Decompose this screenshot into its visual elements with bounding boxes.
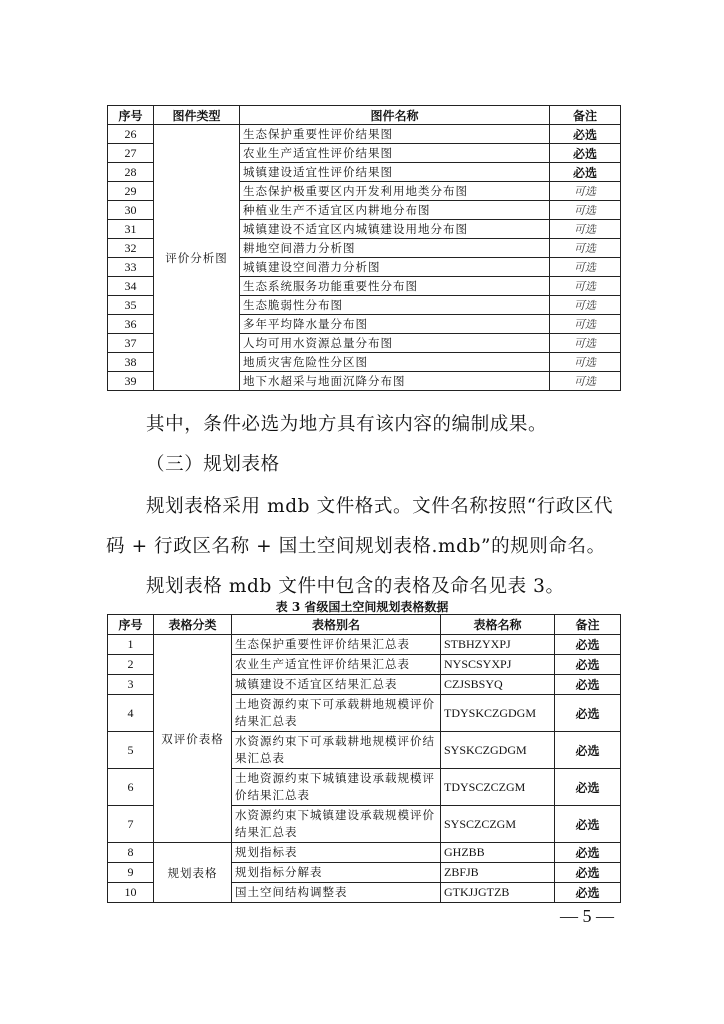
table-note: 必选 [555,655,621,675]
body-paragraph: 规划表格采用 mdb 文件格式。文件名称按照“行政区代 [146,496,614,517]
table-alias: 规划指标分解表 [232,863,441,883]
row-no: 28 [108,163,154,182]
row-no: 4 [108,695,154,732]
alias-line: 结果汇总表 [235,825,298,839]
figure-category: 评价分析图 [154,125,240,391]
figure-name: 地下水超采与地面沉降分布图 [240,372,550,391]
row-no: 39 [108,372,154,391]
table-alias [232,695,441,732]
figure-name: 农业生产适宜性评价结果图 [240,144,550,163]
header-no: 序号 [108,106,154,125]
figure-note: 可选 [550,258,621,277]
table-note: 必选 [555,695,621,732]
table-code: GHZBB [441,843,555,863]
row-no: 1 [108,635,154,655]
alias-line: 水资源约束下城镇建设承载规模评价 [235,808,435,822]
figure-note: 可选 [550,353,621,372]
figure-note: 必选 [550,125,621,144]
table-category: 规划表格 [154,843,232,903]
table-alias [232,732,441,769]
alias-line: 价结果汇总表 [235,788,310,802]
figure-note: 可选 [550,277,621,296]
row-no: 6 [108,769,154,806]
table-note: 必选 [555,675,621,695]
table-row [108,125,621,144]
table-alias: 生态保护重要性评价结果汇总表 [232,635,441,655]
table-code: TDYSCZCZGM [441,769,555,806]
table-caption: 表 3 省级国土空间规划表格数据 [275,600,449,614]
row-no: 33 [108,258,154,277]
table-alias [232,769,441,806]
figure-name: 耕地空间潜力分析图 [240,239,550,258]
figure-name: 生态保护极重要区内开发利用地类分布图 [240,182,550,201]
row-no: 34 [108,277,154,296]
header-table-name: 表格名称 [441,615,555,635]
row-no: 3 [108,675,154,695]
table-note: 必选 [555,769,621,806]
table-note: 必选 [555,732,621,769]
table-alias: 规划指标表 [232,843,441,863]
alias-line: 水资源约束下可承载耕地规模评价结 [235,734,435,748]
table-code: STBHZYXPJ [441,635,555,655]
table-alias: 城镇建设不适宜区结果汇总表 [232,675,441,695]
row-no: 36 [108,315,154,334]
table-alias: 农业生产适宜性评价结果汇总表 [232,655,441,675]
table-note: 必选 [555,883,621,903]
figure-name: 城镇建设空间潜力分析图 [240,258,550,277]
alias-line: 土地资源约束下可承载耕地规模评价 [235,697,435,711]
row-no: 26 [108,125,154,144]
figure-note: 可选 [550,182,621,201]
table-note: 必选 [555,843,621,863]
table-alias [232,806,441,843]
alias-line: 结果汇总表 [235,714,298,728]
figure-name: 种植业生产不适宜区内耕地分布图 [240,201,550,220]
header-category: 表格分类 [154,615,232,635]
table-code: SYSKCZGDGM [441,732,555,769]
figure-name: 地质灾害危险性分区图 [240,353,550,372]
table-code: GTKJJGTZB [441,883,555,903]
row-no: 9 [108,863,154,883]
row-no: 31 [108,220,154,239]
row-no: 32 [108,239,154,258]
section-heading: （三）规划表格 [146,454,280,475]
table-row [108,843,621,863]
figure-list-table [107,105,621,391]
table-code: CZJSBSYQ [441,675,555,695]
table-note: 必选 [555,635,621,655]
table-note: 必选 [555,806,621,843]
table-code: NYSCSYXPJ [441,655,555,675]
figure-name: 多年平均降水量分布图 [240,315,550,334]
row-no: 5 [108,732,154,769]
row-no: 8 [108,843,154,863]
table-row [108,635,621,655]
figure-name: 生态系统服务功能重要性分布图 [240,277,550,296]
row-no: 37 [108,334,154,353]
figure-name: 生态保护重要性评价结果图 [240,125,550,144]
table-note: 必选 [555,863,621,883]
figure-name: 城镇建设不适宜区内城镇建设用地分布图 [240,220,550,239]
header-note: 备注 [550,106,621,125]
row-no: 2 [108,655,154,675]
row-no: 27 [108,144,154,163]
figure-name: 城镇建设适宜性评价结果图 [240,163,550,182]
row-no: 10 [108,883,154,903]
page-number: — 5 — [560,906,614,926]
planning-table-list [107,614,621,903]
figure-name: 人均可用水资源总量分布图 [240,334,550,353]
header-no: 序号 [108,615,154,635]
table-alias: 国土空间结构调整表 [232,883,441,903]
figure-note: 可选 [550,201,621,220]
alias-line: 土地资源约束下城镇建设承载规模评 [235,771,435,785]
header-alias: 表格别名 [232,615,441,635]
figure-note: 可选 [550,296,621,315]
figure-note: 必选 [550,163,621,182]
table-code: SYSCZCZGM [441,806,555,843]
header-name: 图件名称 [240,106,550,125]
figure-name: 生态脆弱性分布图 [240,296,550,315]
body-paragraph: 码 + 行政区名称 + 国土空间规划表格.mdb”的规则命名。 [106,536,606,557]
alias-line: 果汇总表 [235,751,285,765]
row-no: 29 [108,182,154,201]
table-code: ZBFJB [441,863,555,883]
header-note: 备注 [555,615,621,635]
row-no: 7 [108,806,154,843]
figure-note: 必选 [550,144,621,163]
table-code: TDYSKCZGDGM [441,695,555,732]
row-no: 35 [108,296,154,315]
row-no: 38 [108,353,154,372]
figure-note: 可选 [550,220,621,239]
figure-note: 可选 [550,315,621,334]
figure-note: 可选 [550,334,621,353]
row-no: 30 [108,201,154,220]
figure-note: 可选 [550,239,621,258]
body-paragraph: 其中，条件必选为地方具有该内容的编制成果。 [146,414,548,435]
table-category: 双评价表格 [154,635,232,843]
header-type: 图件类型 [154,106,240,125]
figure-note: 可选 [550,372,621,391]
body-paragraph: 规划表格 mdb 文件中包含的表格及命名见表 3。 [146,576,565,597]
